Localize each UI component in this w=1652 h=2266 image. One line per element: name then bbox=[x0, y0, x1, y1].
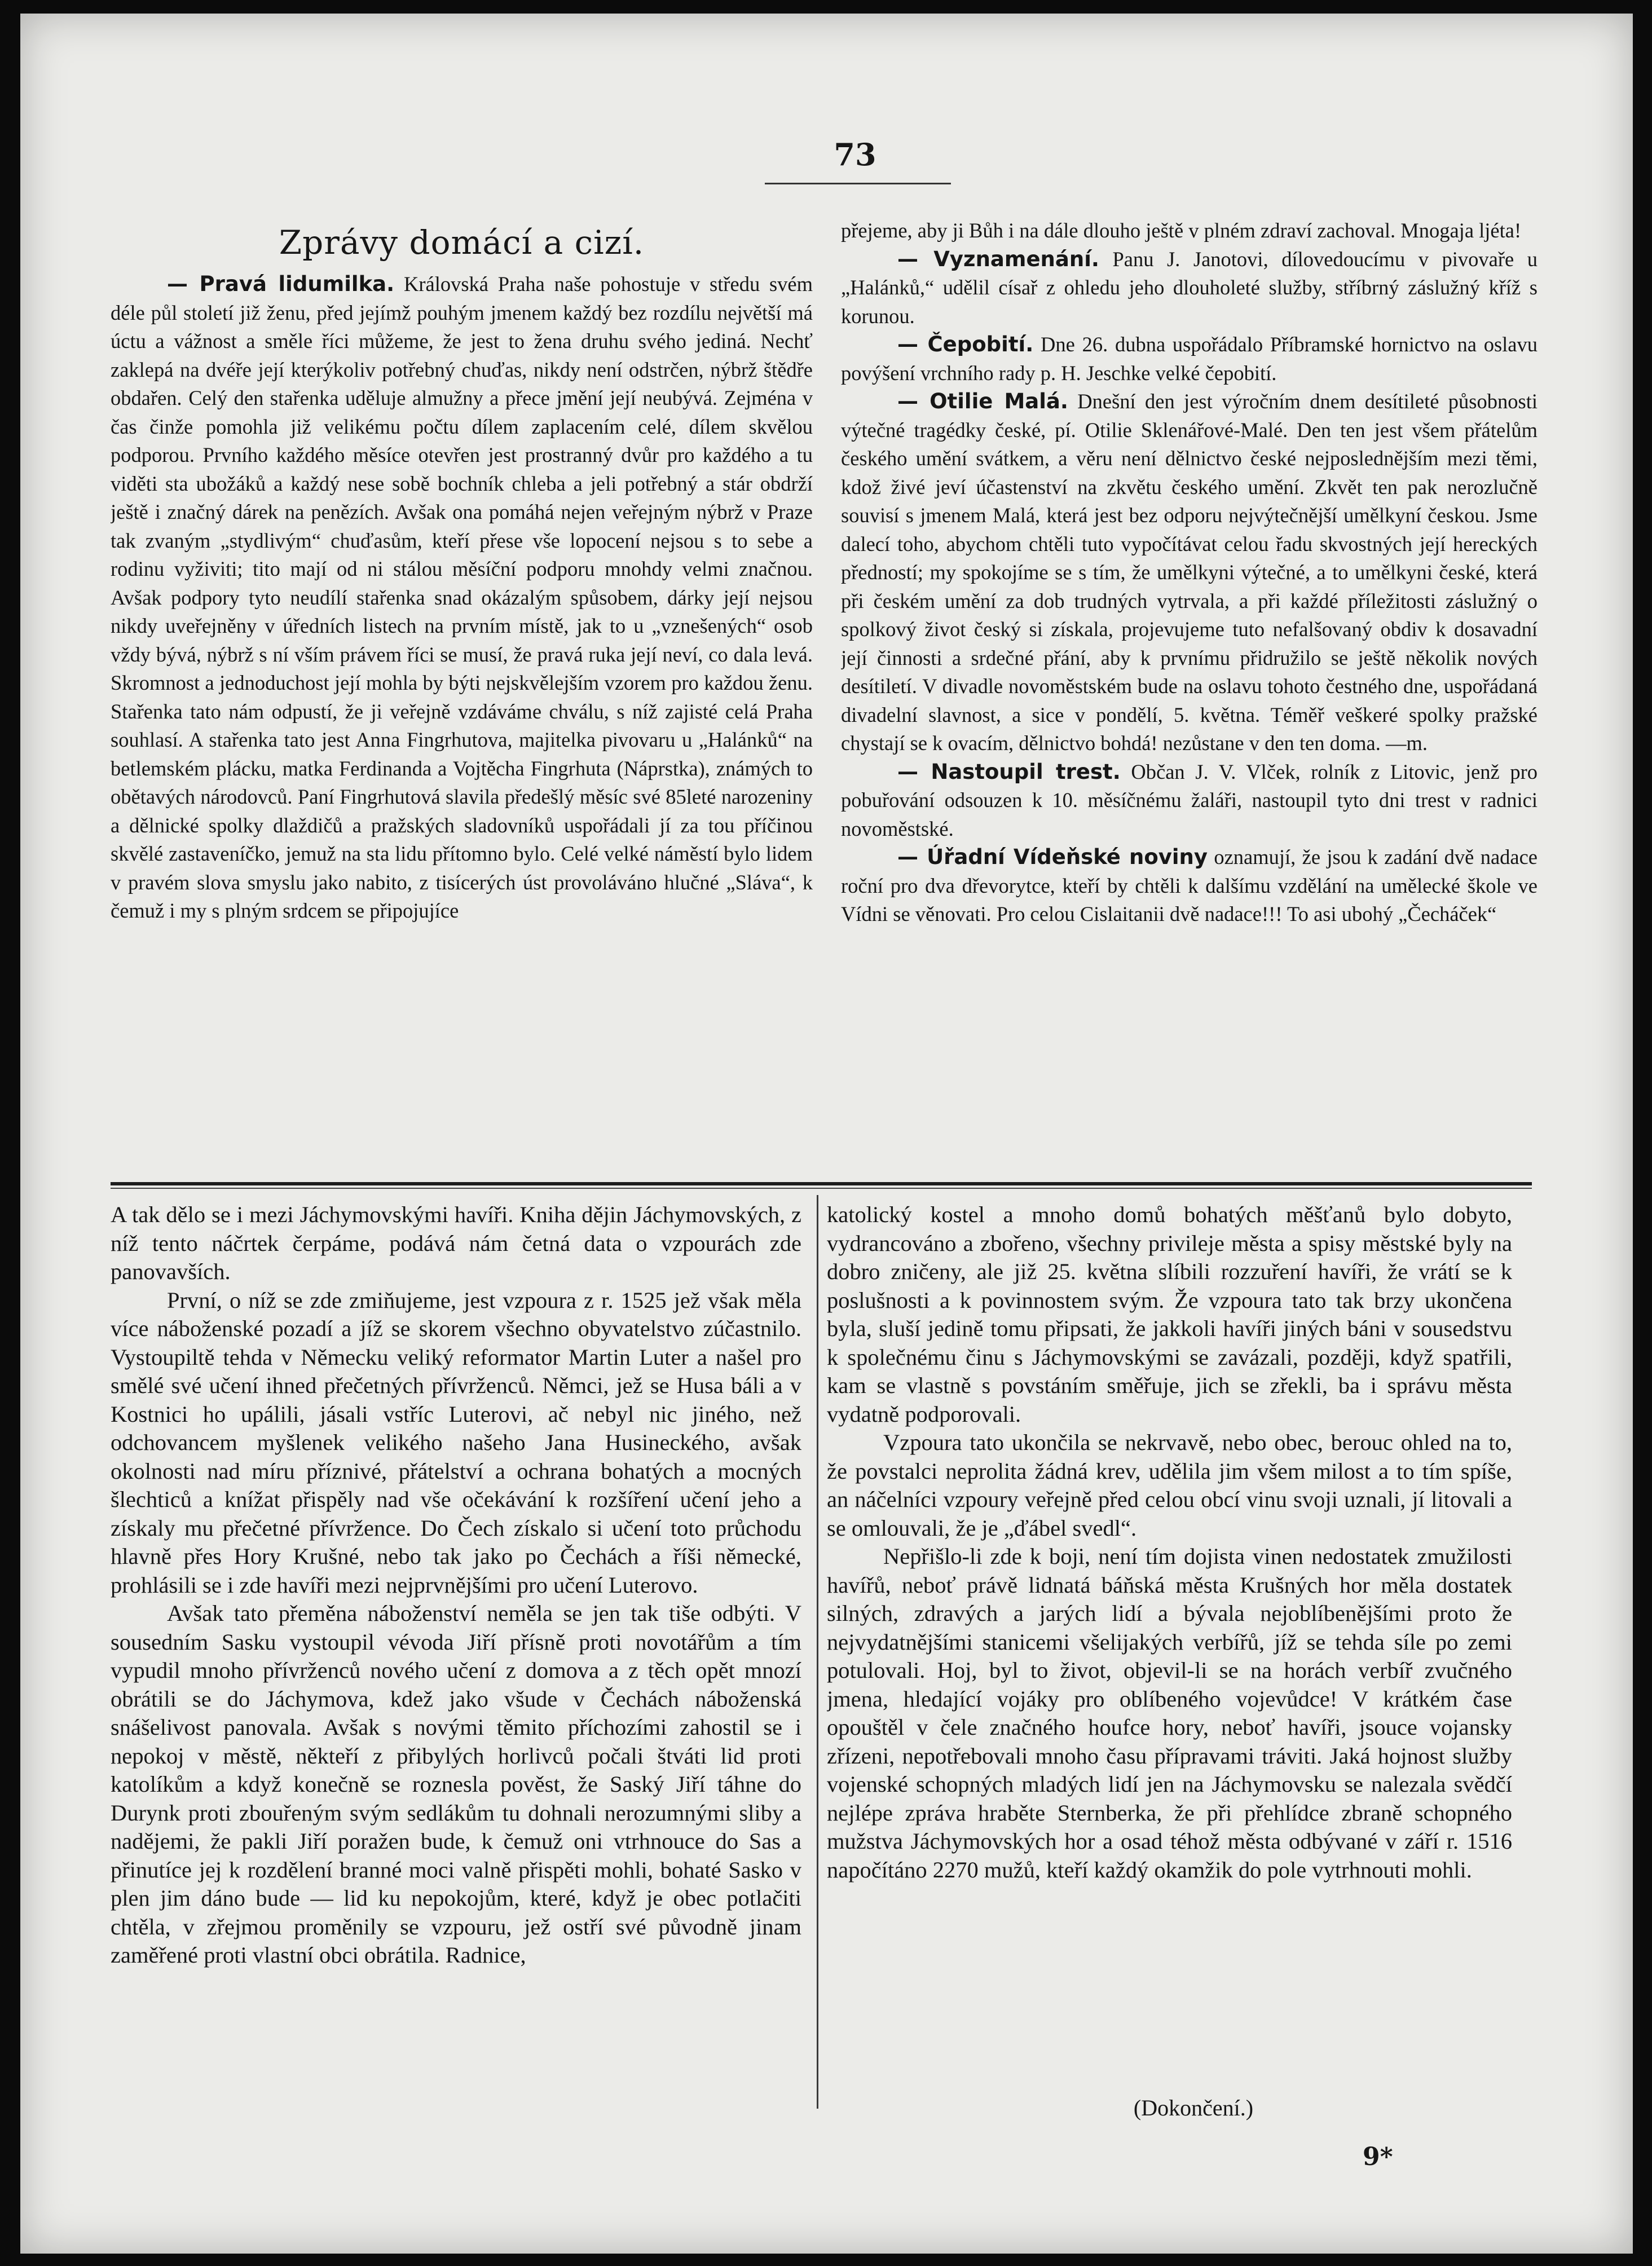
feuilleton-paragraph: katolický kostel a mnoho domů bohatých měšťanů bylo dobyto, vydrancováno a zbořeno, všechny privileje města a spisy městské byly na dobro zničeny, ale již 25. května slíbili rozzuření havíři, že vrátí se k poslušnosti a k povinnostem svým. Že vzpoura tato tak brzy ukončena byla, sluší jedině tomu připsati, že jakkoli havíři jiných báni v sousedstvu k společnému činu s Jáchymovskými se zavázali, později, když spatřili, kam se vlastně s povstáním směřuje, jich se zřekli, ba i správu města vydatně podporovali. bbox=[827, 1202, 1512, 1427]
article-cepobiti bbox=[841, 330, 1538, 387]
page-number: 73 bbox=[834, 136, 876, 173]
article-heading: — Otilie Malá. bbox=[897, 389, 1068, 413]
article-vyznamenani bbox=[841, 245, 1538, 331]
article-otilie-mala bbox=[841, 387, 1538, 758]
top-left-column bbox=[111, 270, 813, 1178]
article-body: oznamují, že jsou k zadání dvě nadace roční pro dva dřevorytce, kteří by chtěli k dalšímu vzdělání na umělecké škole ve Vídni se věnovati. Pro celou Cislaitanii dvě nadace!!! To asi ubohý „Čecháček“ bbox=[841, 845, 1538, 925]
article-body: Občan J. V. Vlček, rolník z Litovic, jenž pro pobuřování odsouzen k 10. měsíčnému žaláři, nastoupil tyto dni trest v radnici novoměstské. bbox=[841, 760, 1538, 840]
newspaper-page bbox=[20, 14, 1633, 2254]
top-right-column bbox=[841, 217, 1538, 1178]
page-number-rule bbox=[765, 183, 951, 184]
article-heading: — Nastoupil trest. bbox=[897, 759, 1121, 784]
article-continuation: přejeme, aby ji Bůh i na dále dlouho ještě v plném zdraví zachoval. Mnogaja ljéta! bbox=[841, 219, 1522, 242]
article-body: Dnešní den jest výročním dnem desítileté působnosti výtečné tragédky české, pí. Otilie Sklenářové-Malé. Den ten jest všem přátelům českého umění svátkem, a věru není dělnictvo české nejposlednějším mezi těmi, kdož živé jeví účastenství na zkvětu českého umění. Zkvět ten pak nerozlučně souvisí s jmenem Malá, která jest bez odporu nejvýtečnější umělkyní českou. Jsme dalecí toho, abychom chtěli tuto vypočítávat celou řadu skvostných její hereckých předností; my spokojíme se s tím, že umělkyni výtečné, a to umělkyni české, která při českém umění za dob trudných vytrvala, a při každé příležitosti záslužný o spolkový život český si získala, projevujeme tuto nefalšovaný obdiv k dosavadní její činnosti a srdečné přání, aby k prvnímu přidružilo se ještě několik nových desítiletí. V divadle novoměstském bude na oslavu tohoto čestného dne, uspořádaná divadelní slavnost, a sice v pondělí, 5. května. Téměř veškeré spolky pražské chystají se k ovacím, dělnictvo bohdá! nezůstane v den ten doma. —m. bbox=[841, 390, 1538, 755]
article-body: Královská Praha naše pohostuje v středu svém déle půl století již ženu, před jejímž pouhým jmenem každý bez rozdílu největší má úctu a vážnost a směle říci můžeme, že jest to žena druhu svého jediná. Nechť zaklepá na dvéře její kterýkoliv potřebný chuďas, nikdy není odstrčen, nýbrž štědře obdařen. Celý den stařenka uděluje almužny a přece jmění její neubývá. Zejména v čas činže pomohla již velikému počtu dílem zaplacením celé, dílem skvělou podporou. Prvního každého měsíce otevřen jest prostranný dvůr pro každého a tu viděti sta ubožáků a každý nese sobě bochník chleba a jeli potřebný a stár obdrží ještě i značný dárek na penězích. Avšak ona pomáhá nejen veřejným nýbrž v Praze tak zvaným „stydlivým“ chuďasům, kteří přese vše lopocení nejsou s to sebe a rodinu vyživiti; tito mají od ni stálou měsíční podporu mnohdy velmi značnou. Avšak podpory tyto neudílí stařenka snad okázalým spůsobem, dárky její nejsou nikdy uveřejněny v úředních listech na prvním místě, jak to u „vznešených“ osob vždy bývá, nýbrž s ní vším právem říci se musí, že pravá ruka její neví, co dala levá. Skromnost a jednoduchost její mohla by býti nejskvělejším vzorem pro každou ženu. Stařenka tato nám odpustí, že ji veřejně vzdáváme chválu, s níž zajisté celá Praha souhlasí. A stařenka tato jest Anna Fingrhutova, majitelka pivovaru u „Halánků“ na betlemském plácku, matka Ferdinanda a Vojtěcha Fingrhuta (Náprstka), známých to obětavých národovců. Paní Fingrhutová slavila předešlý měsíc své 85leté narozeniny a dělnické spolky dlaždičů a pražských sladovníků uspořádali jí za tou příčinou skvělé zastaveníčko, jemuž na sta lidu přítomno bylo. Celé velké náměstí bylo lidem v pravém slova smyslu jako nabito, z tisícerých úst provoláváno hlučné „Sláva“, k čemuž i my s plným srdcem se připojujíce bbox=[111, 272, 813, 922]
section-separator-rule-thin bbox=[111, 1188, 1532, 1189]
printer-signature-mark: 9* bbox=[1363, 2142, 1393, 2171]
article-pravá-lidumilka bbox=[111, 270, 813, 925]
article-heading: — Čepobití. bbox=[897, 332, 1034, 356]
article-nastoupil-trest bbox=[841, 758, 1538, 844]
feuilleton-paragraph: První, o níž se zde zmiňujeme, jest vzpoura z r. 1525 jež však měla více náboženské pozadí a jíž se skorem všechno obyvatelstvo zúčastnilo. Vystoupiltě tehda v Německu veliký reformator Martin Luter a našel pro smělé své učení ihned přečetných přívrženců. Němci, jež se Husa báli a v Kostnici ho upálili, jásali vstříc Luterovi, ač nebyl nic jiného, než odchovancem myšlenek velikého našeho Jana Husineckého, avšak okolnosti nad míru příznivé, přátelství a ochrana bohatých a mocných šlechticů a knížat přispěly nad vše očekávání k rozšíření učení jeho a získaly mu přečetné přívržence. Do Čech získalo si učení toto průchodu hlavně přes Hory Krušné, nebo tak jako po Čechách a říši německé, prohlásili se i zde havíři mezi nejprvnějšími pro učení Luterovo. bbox=[111, 1287, 801, 1598]
article-heading: — Úřadní Vídeňské noviny bbox=[897, 845, 1208, 869]
bottom-left-column bbox=[111, 1201, 801, 2202]
feuilleton-paragraph: Vzpoura tato ukončila se nekrvavě, nebo obec, berouc ohled na to, že povstalci neprolita žádná krev, udělila jim všem milost a to tím spíše, an náčelníci vzpoury veřejně před celou obcí vinu svoji uznali, jí litovali a se omlouvali, že je „ďábel svedl“. bbox=[827, 1430, 1512, 1541]
article-heading: — Pravá lidumilka. bbox=[167, 272, 395, 296]
article-uradni-noviny bbox=[841, 843, 1538, 929]
section-separator-rule bbox=[111, 1182, 1532, 1185]
feuilleton-paragraph: A tak dělo se i mezi Jáchymovskými havíři. Kniha dějin Jáchymovských, z níž tento náčrtek čerpáme, podává nám četná data o vzpourách zde panovavších. bbox=[111, 1202, 801, 1284]
article-body: Dne 26. dubna uspořádalo Příbramské hornictvo na oslavu povýšení vrchního rady p. H. Jeschke velké čepobití. bbox=[841, 333, 1538, 385]
to-be-continued-note: (Dokončení.) bbox=[1133, 2095, 1254, 2120]
feuilleton-paragraph: Nepřišlo-li zde k boji, není tím dojista vinen nedostatek zmužilosti havířů, neboť právě lidnatá báňská města Krušných hor měla dostatek silných, zdravých a jarých lidí a bývala nejoblíbenějšími proto že nejvydatnějšími stanicemi všelijakých verbířů, jíž se tehda síle po zemi potulovali. Hoj, byl to život, objevil-li se na horách verbíř zvučného jmena, hledající vojáky pro oblíbeného vojevůdce! V krátkém čase opouštěl v čele značného houfce hory, neboť havíři, jsouce vojansky zřízeni, nepotřebovali mnoho času přípravami tráviti. Jaká hojnost služby vojenské schopných mladých lidí jen na Jáchymovsku se nalezala svědčí nejlépe zpráva hraběte Sternberka, že při přehlídce zbraně schopného mužstva Jáchymovských hor a osad téhož města odbývané v září r. 1516 napočítáno 2270 mužů, kteří každý okamžik do pole vytrhnouti mohli. bbox=[827, 1544, 1512, 1883]
article-heading: — Vyznamenání. bbox=[897, 246, 1099, 271]
article-body: Panu J. Janotovi, dílovedoucímu v pivovaře u „Halánků,“ udělil císař z ohledu jeho dlouholeté služby, stříbrný záslužný kříž s korunou. bbox=[841, 247, 1538, 328]
bottom-right-column bbox=[827, 1201, 1512, 2126]
column-separator-rule bbox=[817, 1195, 818, 2109]
section-title: Zprávy domácí a cizí. bbox=[279, 223, 645, 262]
feuilleton-paragraph: Avšak tato přeměna náboženství neměla se jen tak tiše odbýti. V sousedním Sasku vystoupil vévoda Jiří přísně proti novotářům a tím vypudil mnoho přívrženců nového učení z domova a z těch opět mnozí obrátili se do Jáchymova, kdež jako všude v Čechách náboženská snášelivost panovala. Avšak s novými těmito příchozími zahostil se i nepokoj v městě, někteří z přibylých horlivců počali štváti lid proti katolíkům a když konečně se roznesla pověst, že Saský Jiří táhne do Durynk proti zbouřeným svým sedlákům tu dohnali nerozumnými sliby a nadějemi, že pakli Jiří poražen bude, k čemuž oni vtrhnouce do Sas a přinutíce jej k rozdělení branné moci valně přispěti mohli, bohaté Sasko v plen jim dáno bude — lid ku nepokojům, které, když je obec potlačiti chtěla, v zřejmou proměnily se vzpouru, jež ostří své původně jinam zaměřené proti vlastní obci obrátila. Radnice, bbox=[111, 1601, 801, 1968]
